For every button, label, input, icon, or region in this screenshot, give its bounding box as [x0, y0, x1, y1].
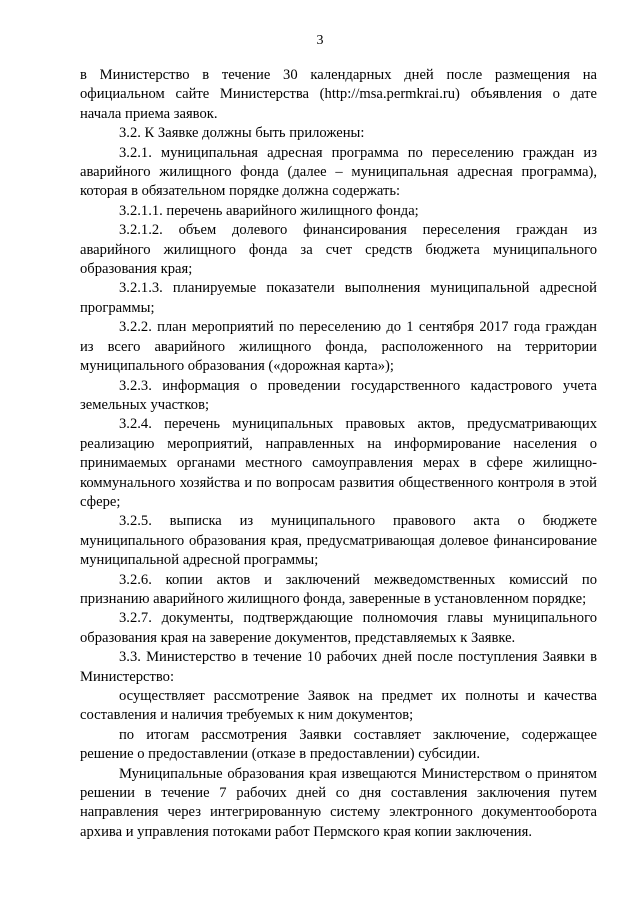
paragraph-3-3: 3.3. Министерство в течение 10 рабочих дней после поступления Заявки в Министерство: — [80, 649, 597, 685]
document-body — [80, 66, 597, 842]
paragraph-3-2-4: 3.2.4. перечень муниципальных правовых актов, предусматривающих реализацию мероприятий, направленных на информирование населения о принимаемых органами местного самоуправления мерах в сфере жилищно-коммунального хозяйства и по вопросам развития общественного контроля в этой сфере; — [80, 416, 597, 510]
paragraph-3-2: 3.2. К Заявке должны быть приложены: — [119, 125, 365, 142]
paragraph-3-2-1-1: 3.2.1.1. перечень аварийного жилищного фонда; — [119, 202, 419, 219]
paragraph-3-3-conclusion: по итогам рассмотрения Заявки составляет заключение, содержащее решение о предоставлении (отказе в предоставлении) субсидии. — [80, 726, 597, 763]
paragraph-3-2-1-3: 3.2.1.3. планируемые показатели выполнения муниципальной адресной программы; — [80, 280, 597, 316]
paragraph-notification: Муниципальные образования края извещаются Министерством о принятом решении в течение 7 рабочих дней со дня составления заключения путем направления через интегрированную систему электронного документооборота архива и управления потоками работ Пермского края копии заключения. — [80, 765, 597, 840]
paragraph-3-2-2: 3.2.2. план мероприятий по переселению до 1 сентября 2017 года граждан из всего аварийного жилищного фонда, расположенного на территории муниципального образования («дорожная карта»); — [80, 319, 597, 375]
paragraph-3-2-6: 3.2.6. копии актов и заключений межведомственных комиссий по признанию аварийного жилищного фонда, заверенные в установленном порядке; — [80, 571, 597, 607]
paragraph-continuation: в Министерство в течение 30 календарных дней после размещения на официальном сайте Министерства (http://msa.permkrai.ru) объявления о дате начала приема заявок. — [80, 67, 597, 122]
paragraph-3-2-1-2: 3.2.1.2. объем долевого финансирования переселения граждан из аварийного жилищного фонда за счет средств бюджета муниципального образования края; — [80, 222, 597, 278]
paragraph-3-2-5: 3.2.5. выписка из муниципального правового акта о бюджете муниципального образования края, предусматривающая долевое финансирование муниципальной адресной программы; — [80, 513, 597, 569]
page-number: 3 — [316, 33, 324, 48]
paragraph-3-2-3: 3.2.3. информация о проведении государственного кадастрового учета земельных участков; — [80, 377, 597, 413]
paragraph-3-2-7: 3.2.7. документы, подтверждающие полномочия главы муниципального образования края на заверение документов, представляемых к Заявке. — [80, 610, 597, 646]
paragraph-3-2-1: 3.2.1. муниципальная адресная программа по переселению граждан из аварийного жилищного фонда (далее – муниципальная адресная программа), которая в обязательном порядке должна содержать: — [80, 144, 597, 200]
paragraph-3-3-review: осуществляет рассмотрение Заявок на предмет их полноты и качества составления и наличия требуемых к ним документов; — [80, 688, 597, 724]
